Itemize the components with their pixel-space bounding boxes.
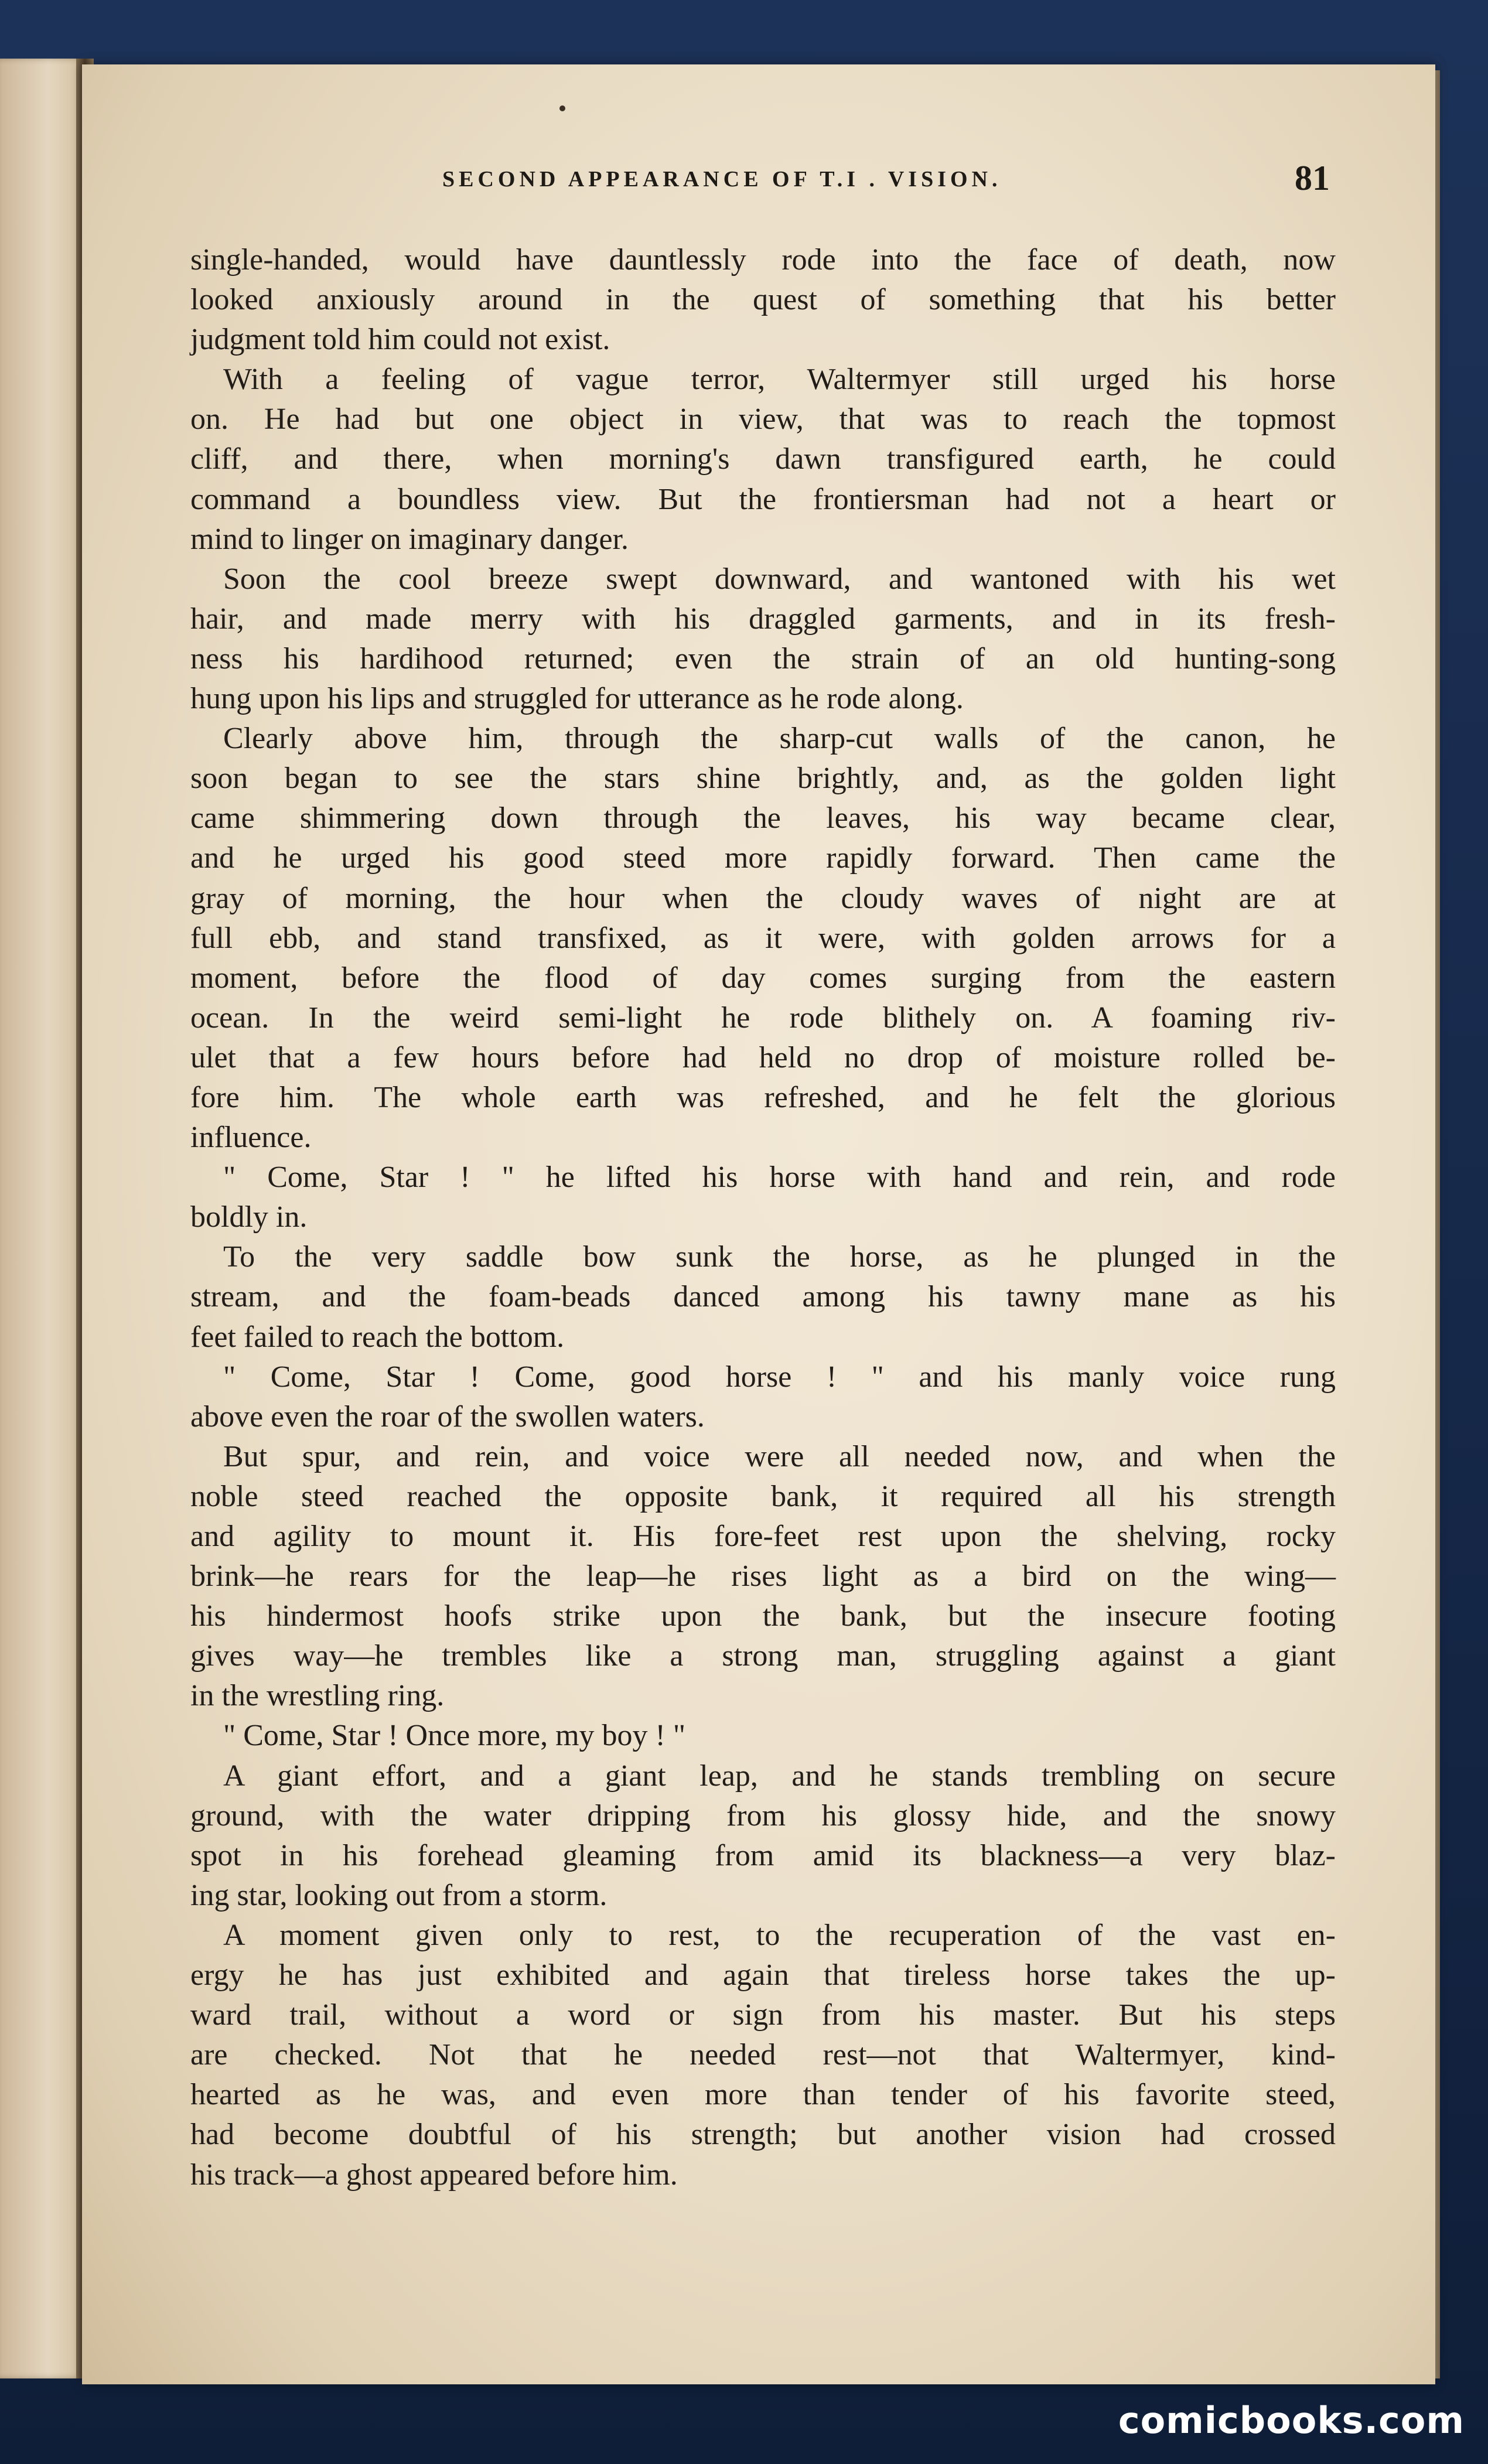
text-line: " Come, Star ! Come, good horse ! " and his manly voice rung xyxy=(223,1360,1336,1394)
text-line: noble steed reached the opposite bank, it required all his strength xyxy=(190,1479,1336,1513)
text-line: hair, and made merry with his draggled garments, and in its fresh- xyxy=(190,602,1336,636)
text-line: boldly in. xyxy=(190,1200,308,1234)
text-line: mind to linger on imaginary danger. xyxy=(190,522,629,556)
text-line: Soon the cool breeze swept downward, and wantoned with his wet xyxy=(223,562,1336,596)
text-line: single-handed, would have dauntlessly rode into the face of death, now xyxy=(190,243,1336,277)
text-line: " Come, Star ! Once more, my boy ! " xyxy=(223,1719,686,1753)
text-line: ground, with the water dripping from his glossy hide, and the snowy xyxy=(190,1798,1336,1832)
page-number: 81 xyxy=(1295,159,1330,197)
text-line: ing star, looking out from a storm. xyxy=(190,1878,608,1912)
page-header xyxy=(176,158,1347,211)
text-line: hung upon his lips and struggled for utterance as he rode along. xyxy=(190,682,964,716)
text-line: on. He had but one object in view, that was to reach the topmost xyxy=(190,402,1336,436)
text-line: his track—a ghost appeared before him. xyxy=(190,2158,678,2192)
text-line: ness his hardihood returned; even the strain of an old hunting-song xyxy=(190,641,1336,675)
text-line: hearted as he was, and even more than tender of his favorite steed, xyxy=(190,2078,1336,2112)
text-line: looked anxiously around in the quest of something that his better xyxy=(190,283,1336,317)
text-line: " Come, Star ! " he lifted his horse with hand and rein, and rode xyxy=(223,1161,1336,1195)
text-line: above even the roar of the swollen waters. xyxy=(190,1400,705,1434)
text-line: and agility to mount it. His fore-feet rest upon the shelving, rocky xyxy=(190,1520,1336,1553)
text-line: gray of morning, the hour when the cloudy waves of night are at xyxy=(190,881,1336,915)
text-line: ward trail, without a word or sign from his master. But his steps xyxy=(190,1998,1336,2032)
text-line: command a boundless view. But the frontiersman had not a heart or xyxy=(190,482,1336,516)
text-line: came shimmering down through the leaves, his way became clear, xyxy=(190,801,1336,835)
facing-page-edge xyxy=(0,59,88,2378)
text-line: cliff, and there, when morning's dawn transfigured earth, he could xyxy=(190,442,1336,476)
text-line: soon began to see the stars shine brightly, and, as the golden light xyxy=(190,762,1336,796)
text-line: A giant effort, and a giant leap, and he stands trembling on secure xyxy=(223,1759,1336,1793)
site-watermark: comicbooks.com xyxy=(1118,2399,1465,2442)
text-line: feet failed to reach the bottom. xyxy=(190,1320,565,1354)
text-line: are checked. Not that he needed rest—not that Waltermyer, kind- xyxy=(190,2038,1336,2072)
text-line: his hindermost hoofs strike upon the bank, but the insecure footing xyxy=(190,1599,1336,1633)
text-line: spot in his forehead gleaming from amid its blackness—a very blaz- xyxy=(190,1838,1336,1872)
text-line: had become doubtful of his strength; but another vision had crossed xyxy=(190,2118,1336,2152)
print-mark xyxy=(559,105,565,111)
text-line: moment, before the flood of day comes surging from the eastern xyxy=(190,961,1336,995)
text-line: judgment told him could not exist. xyxy=(190,323,610,357)
text-line: brink—he rears for the leap—he rises light as a bird on the wing— xyxy=(190,1559,1336,1593)
running-head: SECOND APPEARANCE OF T.I . VISION. xyxy=(442,167,1002,192)
text-line: With a feeling of vague terror, Waltermyer still urged his horse xyxy=(223,363,1336,397)
text-line: stream, and the foam-beads danced among his tawny mane as his xyxy=(190,1280,1336,1314)
body-text xyxy=(190,240,1336,2195)
text-line: full ebb, and stand transfixed, as it were, with golden arrows for a xyxy=(190,921,1336,955)
text-line: ocean. In the weird semi-light he rode blithely on. A foaming riv- xyxy=(190,1001,1336,1035)
text-line: in the wrestling ring. xyxy=(190,1679,445,1713)
text-line: influence. xyxy=(190,1121,312,1155)
text-line: fore him. The whole earth was refreshed, and he felt the glorious xyxy=(190,1080,1336,1114)
text-line: A moment given only to rest, to the recuperation of the vast en- xyxy=(223,1918,1336,1952)
text-line: and he urged his good steed more rapidly forward. Then came the xyxy=(190,841,1336,875)
text-line: But spur, and rein, and voice were all needed now, and when the xyxy=(223,1439,1336,1473)
text-line: gives way—he trembles like a strong man, struggling against a giant xyxy=(190,1639,1336,1673)
text-line: ergy he has just exhibited and again that tireless horse takes the up- xyxy=(190,1958,1336,1992)
text-line: To the very saddle bow sunk the horse, as he plunged in the xyxy=(223,1240,1336,1274)
text-line: Clearly above him, through the sharp-cut walls of the canon, he xyxy=(223,722,1336,756)
text-line: ulet that a few hours before had held no drop of moisture rolled be- xyxy=(190,1040,1336,1074)
